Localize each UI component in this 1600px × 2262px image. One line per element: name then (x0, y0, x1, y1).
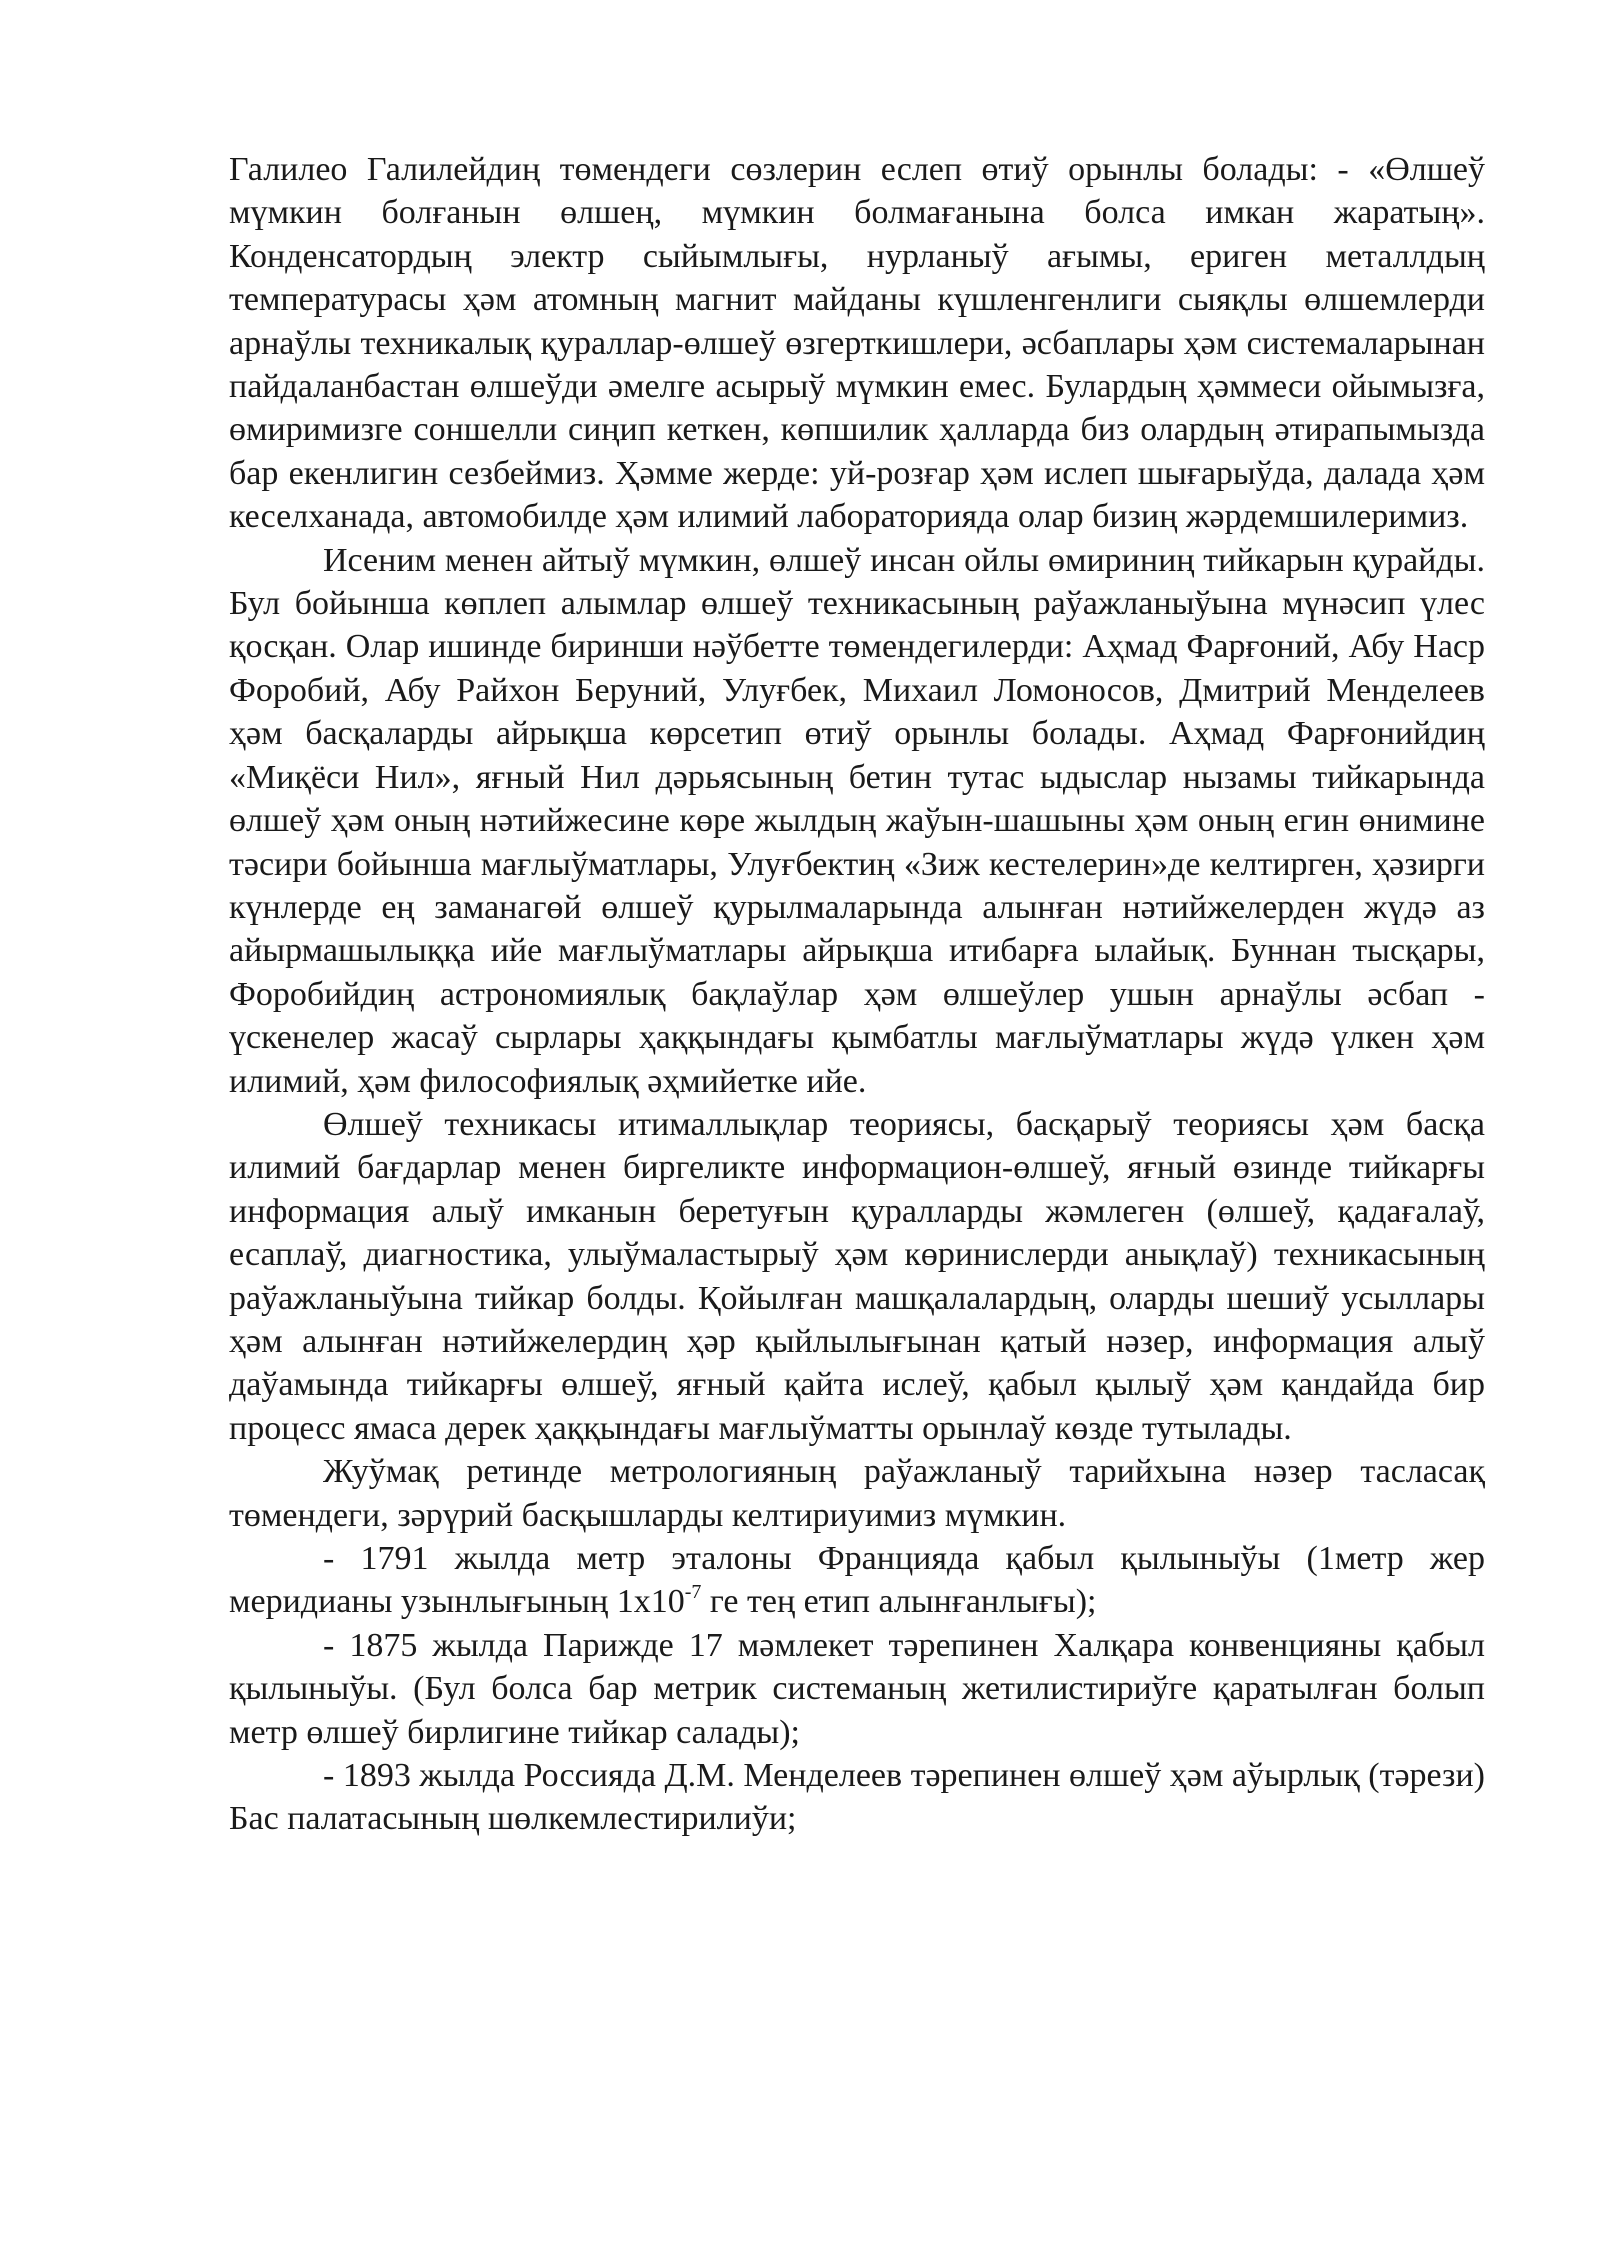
paragraph-conclusion: Жуўмақ ретинде метрологияның раўажланыў тарийхына нәзер тасласақ төмендеги, зәрүрий басқышларды келтириуимиз мүмкин. (229, 1453, 1485, 1534)
list-item-1791-text: - 1791 жылда метр эталоны Францияда қабыл қылыныўы (1метр жер меридианы узынлығының 1х10 (229, 1540, 1485, 1621)
list-item-1893: - 1893 жылда Россияда Д.М. Менделеев тәрепинен өлшеў ҳәм аўырлық (тәрези) Бас палатасының шөлкемлестирилиўи; (229, 1757, 1485, 1838)
list-item-1791-tail: ге тең етип алынғанлығы); (701, 1583, 1097, 1621)
document-body (229, 148, 1485, 1841)
list-item-1791 (229, 1537, 1485, 1624)
paragraph-measurement-technique: Өлшеў техникасы итималлықлар теориясы, басқарыў теориясы ҳәм басқа илимий бағдарлар менен биргеликте информацион-өлшеў, яғный өзинде тийкарғы информация алыў имканын беретуғын қуралларды жәмлеген (өлшеў, қадағалаў, есаплаў, диагностика, улыўмаластырыў ҳәм көринислерди анықлаў) техникасының раўажланыўына тийкар болды. Қойылған машқалалардың, оларды шешиў усыллары ҳәм алынған нәтийжелердиң ҳәр қыйлылығынан қатый нәзер, информация алыў даўамында тийкарғы өлшеў, яғный қайта ислеў, қабыл қылыў ҳәм қандайда бир процесс ямаса дерек ҳаққындағы мағлыўматты орынлаў көзде тутылады. (229, 1105, 1485, 1447)
exponent-superscript: -7 (684, 1581, 702, 1604)
list-item-1875: - 1875 жылда Парижде 17 мәмлекет тәрепинен Халқара конвенцияны қабыл қылыныўы. (Бул болса бар метрик системаның жетилистириўге қаратылған болып метр өлшеў бирлигине тийкар салады); (229, 1626, 1485, 1751)
paragraph-scientists: Исеним менен айтыў мүмкин, өлшеў инсан ойлы өмириниң тийкарын қурайды. Бул бойынша көплеп алымлар өлшеў техникасының раўажланыўына мүнәсип үлес қосқан. Олар ишинде биринши нәўбетте төмендегилерди: Аҳмад Фарғоний, Абу Наср Форобий, Абу Райхон Беруний, Улуғбек, Михаил Ломоносов, Дмитрий Менделеев ҳәм басқаларды айрықша көрсетип өтиў орынлы болады. Аҳмад Фарғонийдиң «Миқёси Нил», яғный Нил дәрьясының бетин тутас ыдыслар нызамы тийкарында өлшеў ҳәм оның нәтийжесине көре жылдың жаўын-шашыны ҳәм оның егин өнимине тәсири бойынша мағлыўматлары, Улуғбектиң «Зиж кестелерин»де келтирген, ҳәзирги күнлерде ең заманагөй өлшеў қурылмаларында алынған нәтийжелерден жүдә аз айырмашылыққа ийе мағлыўматлары айрықша итибарға ылайық. Буннан тысқары, Форобийдиң астрономиялық бақлаўлар ҳәм өлшеўлер ушын арнаўлы әсбап - үскенелер жасаў сырлары ҳаққындағы қымбатлы мағлыўматлары жүдә үлкен ҳәм илимий, ҳәм философиялық әҳмийетке ийе. (229, 541, 1485, 1100)
paragraph-galileo: Галилео Галилейдиң төмендеги сөзлерин еслеп өтиў орынлы болады: - «Өлшеў мүмкин болғанын өлшең, мүмкин болмағанына болса имкан жаратың». Конденсатордың электр сыйымлығы, нурланыў ағымы, ериген металлдың температурасы ҳәм атомның магнит майданы күшленгенлиги сыяқлы өлшемлерди арнаўлы техникалық қураллар-өлшеў өзгерткишлери, әсбаплары ҳәм системаларынан пайдаланбастан өлшеўди әмелге асырыў мүмкин емес. Булардың ҳәммеси ойымызға, өмиримизге соншелли сиңип кеткен, көпшилик ҳалларда биз олардың әтирапымызда бар екенлигин сезбеймиз. Ҳәмме жерде: уй-розғар ҳәм ислеп шығарыўда, далада ҳәм кеселханада, автомобилде ҳәм илимий лабораторияда олар бизиң жәрдемшилеримиз. (229, 151, 1485, 536)
